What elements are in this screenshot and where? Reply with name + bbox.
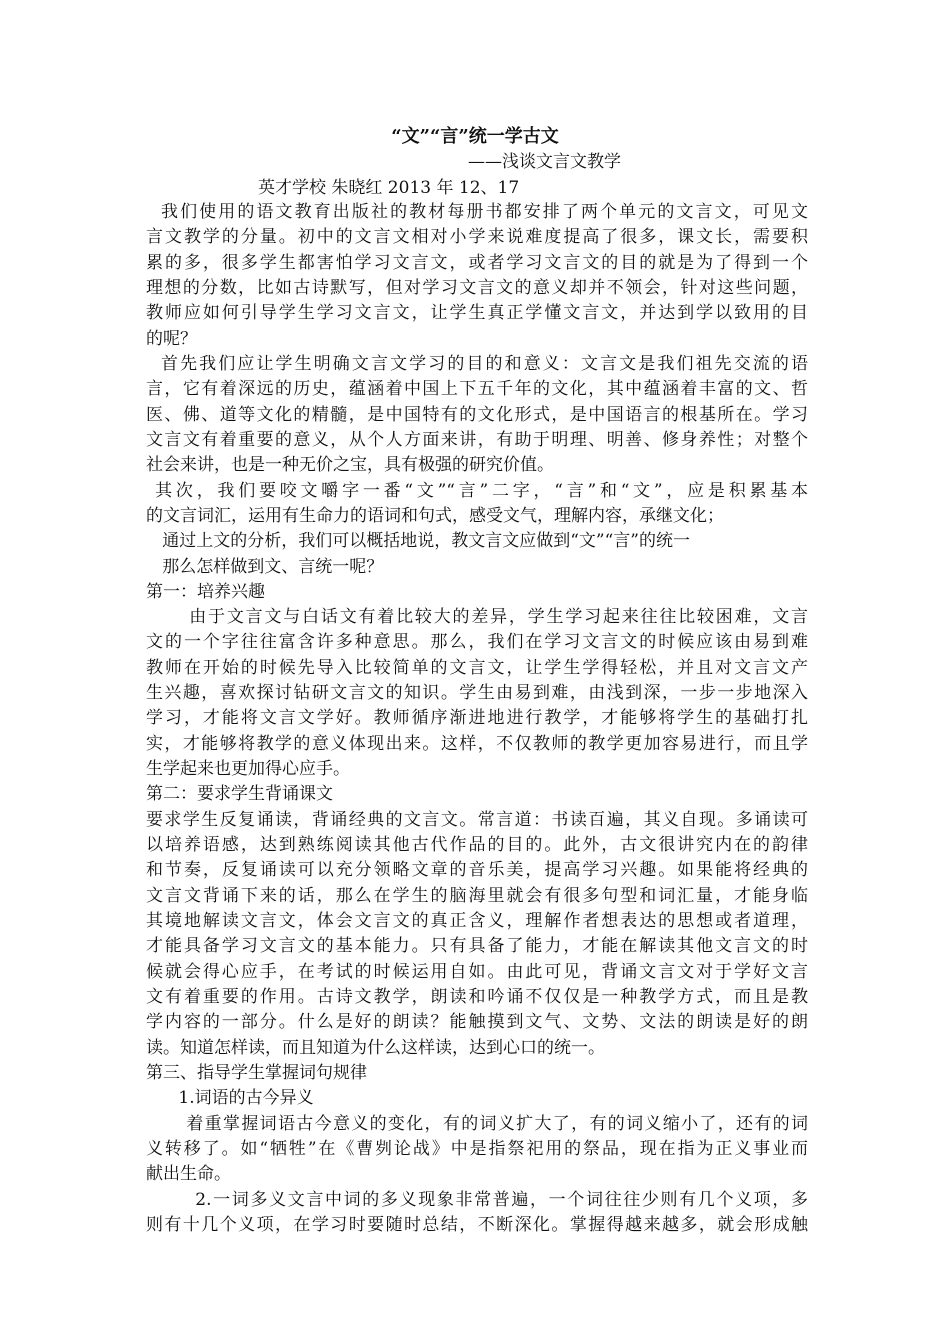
body-line: 和节奏，反复诵读可以充分领略文章的音乐美，提高学习兴趣。如果能将经典的 (146, 860, 808, 881)
body-line: 第二：要求学生背诵课文 (146, 784, 333, 805)
body-line: 以培养语感，达到熟练阅读其他古代作品的目的。此外，古文很讲究内在的韵律 (146, 835, 808, 855)
body-line: 着重掌握词语古今意义的变化，有的词义扩大了，有的词义缩小了，还有的词 (146, 1113, 808, 1134)
body-line: 1.词语的古今异义 (146, 1088, 314, 1109)
body-line: 生兴趣，喜欢探讨钻研文言文的知识。学生由易到难，由浅到深，一步一步地深入 (146, 683, 808, 704)
author-byline: 英才学校 朱晓红 2013 年 12、17 (258, 178, 520, 198)
document-subtitle: ——浅谈文言文教学 (468, 152, 621, 172)
body-line: 首先我们应让学生明确文言文学习的目的和意义：文言文是我们祖先交流的语 (146, 353, 808, 374)
body-line: 文言文有着重要的意义，从个人方面来讲，有助于明理、明善、修身养性；对整个 (146, 429, 808, 450)
body-line: 言文教学的分量。初中的文言文相对小学来说难度提高了很多，课文长，需要积 (146, 227, 808, 248)
body-line: 其次，我们要咬文嚼字一番“文”“言”二字，“言”和“文”，应是积累基本 (146, 480, 808, 501)
body-line: 第三、指导学生掌握词句规律 (146, 1062, 367, 1083)
body-line: 候就会得心应手，在考试的时候运用自如。由此可见，背诵文言文对于学好文言 (146, 961, 808, 982)
body-line: 言，它有着深远的历史，蕴涵着中国上下五千年的文化，其中蕴涵着丰富的文、哲 (146, 379, 808, 400)
body-line: 2.一词多义文言中词的多义现象非常普遍，一个词往往少则有几个义项，多 (146, 1189, 808, 1210)
body-line: 文的一个字往往富含许多种意思。那么，我们在学习文言文的时候应该由易到难 (146, 632, 808, 653)
body-line: 其境地解读文言文，体会文言文的真正含义，理解作者想表达的思想或者道理， (146, 911, 808, 931)
body-line: 生学起来也更加得心应手。 (146, 759, 350, 779)
body-line: 教师应如何引导学生学习文言文，让学生真正学懂文言文，并达到学以致用的目 (146, 303, 808, 324)
body-line: 累的多，很多学生都害怕学习文言文，或者学习文言文的目的就是为了得到一个 (146, 252, 808, 273)
body-line: 理想的分数，比如古诗默写，但对学习文言文的意义却并不领会，针对这些问题， (146, 278, 808, 298)
body-line: 由于文言文与白话文有着比较大的差异，学生学习起来往往比较困难，文言 (146, 607, 808, 628)
body-line: 社会来讲，也是一种无价之宝，具有极强的研究价值。 (146, 455, 554, 476)
body-line: 文有着重要的作用。古诗文教学，朗读和吟诵不仅仅是一种教学方式，而且是教 (146, 986, 808, 1007)
body-line: 则有十几个义项，在学习时要随时总结，不断深化。掌握得越来越多，就会形成触 (146, 1214, 808, 1235)
body-line: 学内容的一部分。什么是好的朗读？能触摸到文气、文势、文法的朗读是好的朗 (146, 1012, 808, 1033)
body-line: 义转移了。如“牺牲”在《曹刿论战》中是指祭祀用的祭品，现在指为正义事业而 (146, 1138, 808, 1159)
body-line: 要求学生反复诵读，背诵经典的文言文。常言道：书读百遍，其义自现。多诵读可 (146, 809, 808, 830)
body-line: 学习，才能将文言文学好。教师循序渐进地进行教学，才能够将学生的基础打扎 (146, 708, 808, 729)
body-line: 教师在开始的时候先导入比较简单的文言文，让学生学得轻松，并且对文言文产 (146, 657, 808, 678)
document-title: “文”“言”统一学古文 (391, 126, 559, 147)
body-line: 献出生命。 (146, 1164, 231, 1185)
body-line: 通过上文的分析，我们可以概括地说，教文言文应做到“文”“言”的统一 (146, 531, 690, 552)
body-line: 文言文背诵下来的话，那么在学生的脑海里就会有很多句型和词汇量，才能身临 (146, 885, 808, 906)
body-line: 医、佛、道等文化的精髓，是中国特有的文化形式，是中国语言的根基所在。学习 (146, 404, 808, 425)
body-line: 那么怎样做到文、言统一呢？ (146, 556, 384, 577)
body-line: 才能具备学习文言文的基本能力。只有具备了能力，才能在解读其他文言文的时 (146, 936, 808, 957)
body-line: 的文言词汇，运用有生命力的语词和句式，感受文气，理解内容，承继文化； (146, 505, 724, 526)
body-line: 第一：培养兴趣 (146, 581, 265, 602)
body-line: 实，才能够将教学的意义体现出来。这样，不仅教师的教学更加容易进行，而且学 (146, 733, 808, 754)
body-line: 我们使用的语文教育出版社的教材每册书都安排了两个单元的文言文，可见文 (146, 202, 808, 222)
body-line: 读。知道怎样读，而且知道为什么这样读，达到心口的统一。 (146, 1037, 605, 1058)
body-line: 的呢？ (146, 328, 197, 349)
